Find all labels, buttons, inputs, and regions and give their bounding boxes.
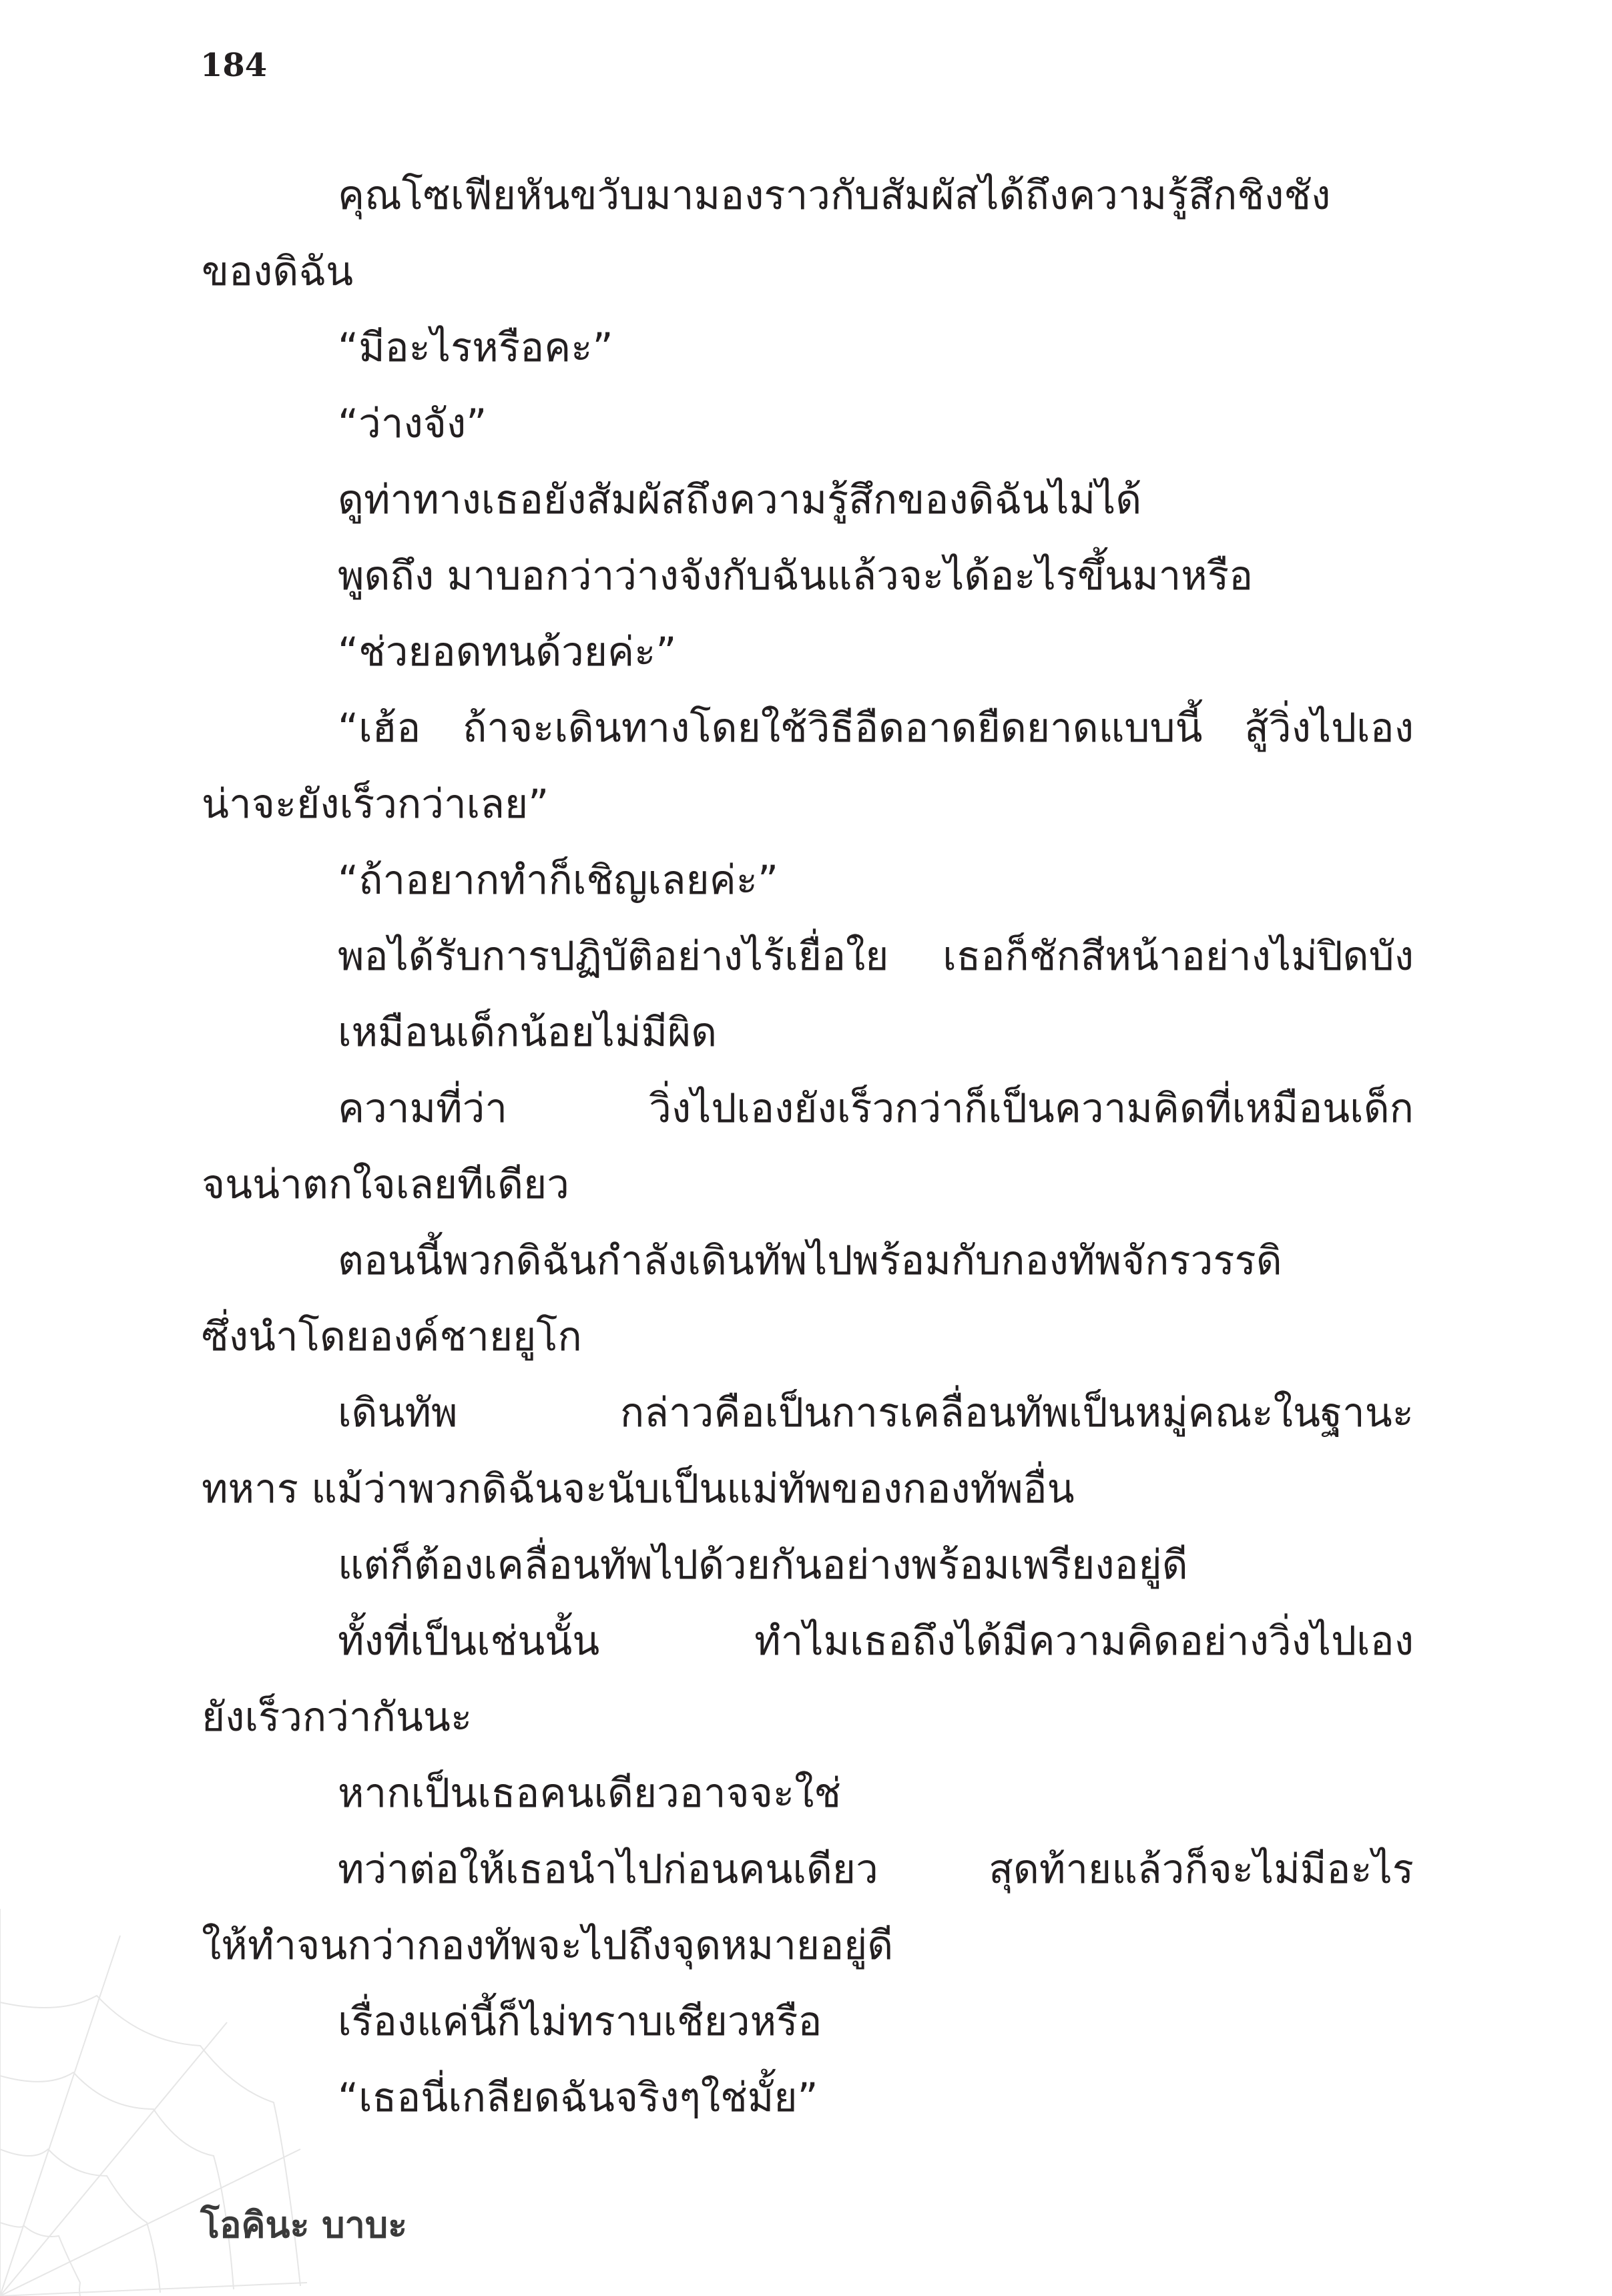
text-line: เหมือนเด็กน้อยไม่มีผิด (338, 1009, 718, 1056)
text-line: ซึ่งนำโดยองค์ชายยูโก (202, 1314, 582, 1360)
text-line: ดูท่าทางเธอยังสัมผัสถึงความรู้สึกของดิฉันไม่ได้ (338, 477, 1142, 523)
text-line: พอได้รับการปฏิบัติอย่างไร้เยื่อใย เธอก็ชักสีหน้าอย่างไม่ปิดบัง (338, 933, 1414, 980)
body-text (202, 158, 1414, 2136)
text-line: ทหาร แม้ว่าพวกดิฉันจะนับเป็นแม่ทัพของกองทัพอื่น (202, 1466, 1075, 1512)
text-line: ยังเร็วกว่ากันนะ (202, 1694, 473, 1741)
text-line: “ถ้าอยากทำก็เชิญเลยค่ะ” (338, 857, 779, 904)
text-line: พูดถึง มาบอกว่าว่างจังกับฉันแล้วจะได้อะไรขึ้นมาหรือ (338, 553, 1254, 599)
text-line: ความที่ว่า วิ่งไปเองยังเร็วกว่าก็เป็นความคิดที่เหมือนเด็ก (338, 1085, 1414, 1132)
text-line: เดินทัพ กล่าวคือเป็นการเคลื่อนทัพเป็นหมู่คณะในฐานะ (338, 1390, 1414, 1436)
text-line: หากเป็นเธอคนเดียวอาจจะใช่ (338, 1770, 842, 1817)
text-line: ให้ทำจนกว่ากองทัพจะไปถึงจุดหมายอยู่ดี (202, 1922, 894, 1969)
text-line: จนน่าตกใจเลยทีเดียว (202, 1161, 569, 1208)
text-line: ทว่าต่อให้เธอนำไปก่อนคนเดียว สุดท้ายแล้วก็จะไม่มีอะไร (338, 1846, 1414, 1893)
text-line: “เธอนี่เกลียดฉันจริงๆใช่มั้ย” (338, 2074, 818, 2121)
text-line: “ว่างจัง” (338, 400, 487, 447)
text-line: แต่ก็ต้องเคลื่อนทัพไปด้วยกันอย่างพร้อมเพรียงอยู่ดี (338, 1542, 1188, 1589)
author-name: โอคินะ บาบะ (200, 2204, 408, 2246)
text-line: ของดิฉัน (202, 248, 354, 295)
text-line: น่าจะยังเร็วกว่าเลย” (202, 781, 549, 828)
page-number: 184 (200, 47, 268, 84)
text-line: คุณโซเฟียหันขวับมามองราวกับสัมผัสได้ถึงความรู้สึกชิงชัง (338, 172, 1331, 219)
text-line: “ช่วยอดทนด้วยค่ะ” (338, 629, 677, 675)
text-line: ตอนนี้พวกดิฉันกำลังเดินทัพไปพร้อมกับกองทัพจักรวรรดิ (338, 1237, 1282, 1284)
text-line: เรื่องแค่นี้ก็ไม่ทราบเชียวหรือ (338, 1998, 822, 2045)
text-line: ทั้งที่เป็นเช่นนั้น ทำไมเธอถึงได้มีความคิดอย่างวิ่งไปเอง (338, 1618, 1414, 1665)
text-line: “มีอะไรหรือคะ” (338, 324, 613, 371)
text-line: “เฮ้อ ถ้าจะเดินทางโดยใช้วิธีอืดอาดยืดยาดแบบนี้ สู้วิ่งไปเอง (338, 705, 1414, 752)
